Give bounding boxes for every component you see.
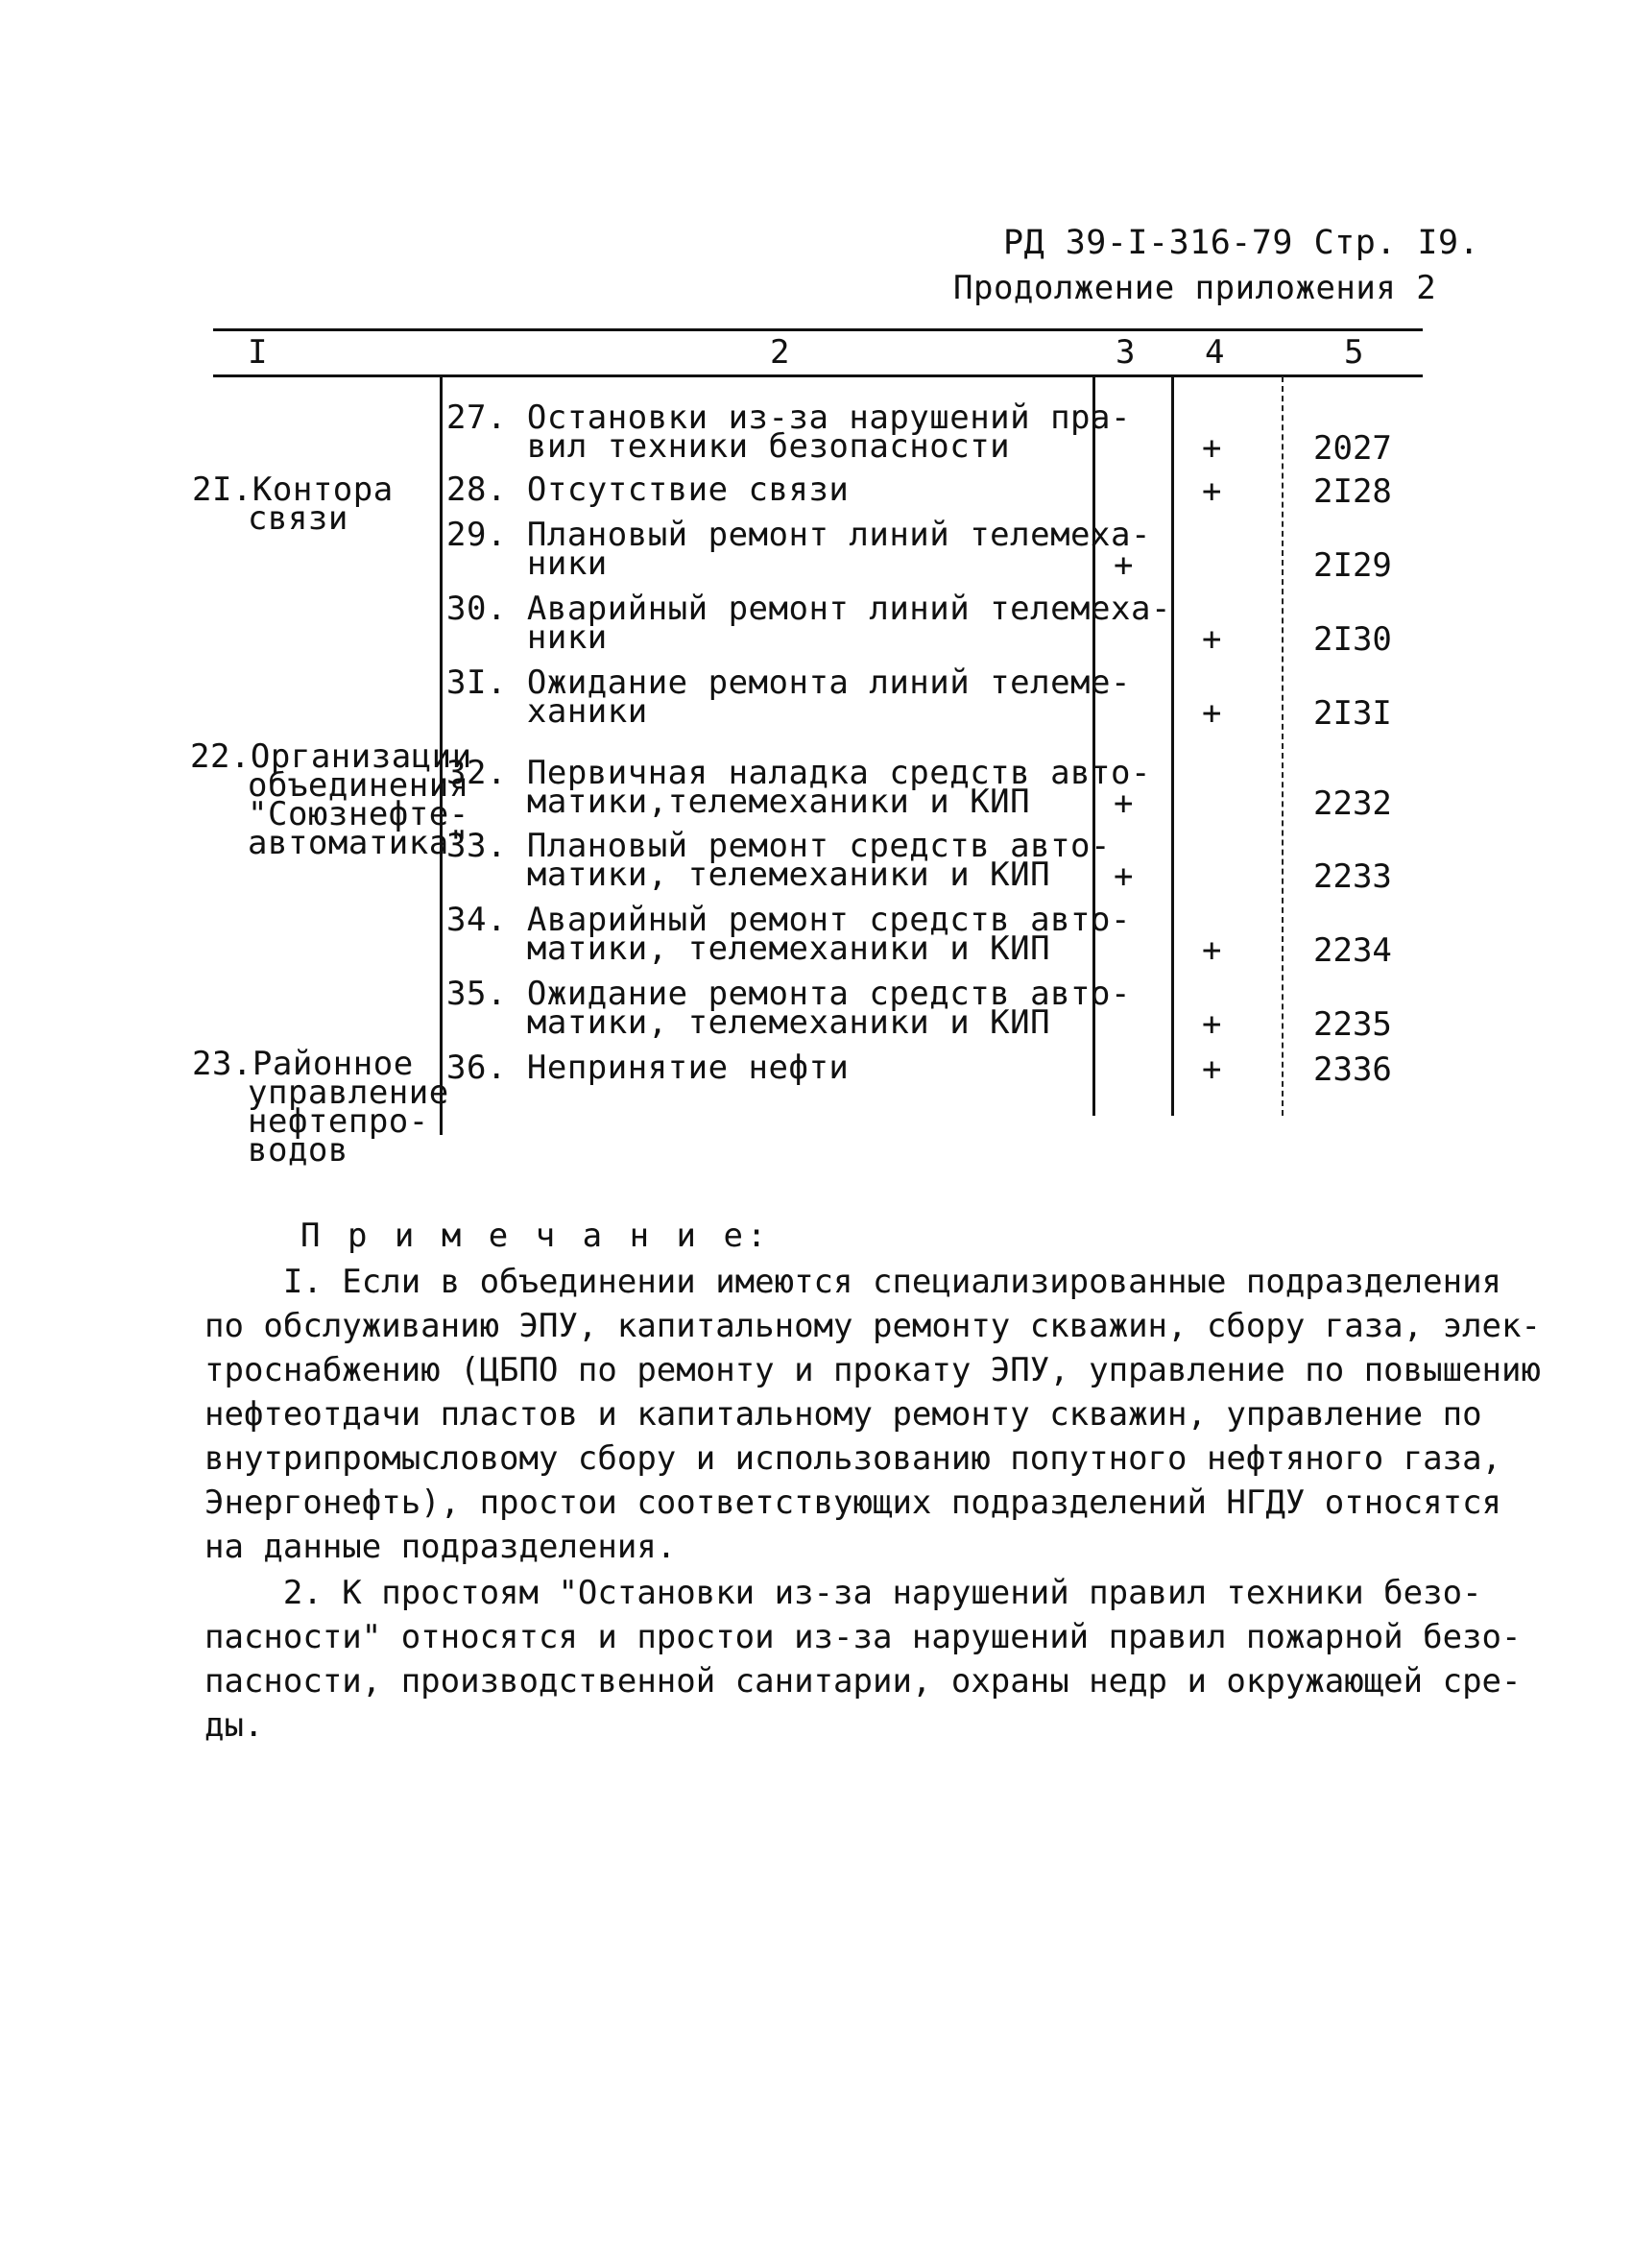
note-1-line: I. Если в объединении имеются специализированные подразделения xyxy=(204,1263,1502,1301)
note-2-line: пасности, производственной санитарии, охраны недр и окружающей сре- xyxy=(204,1662,1522,1701)
group-label-line: объединения xyxy=(248,766,469,805)
note-2-line: ды. xyxy=(204,1706,264,1745)
note-1-line: внутрипромысловому сбору и использованию попутного нефтяного газа, xyxy=(204,1439,1502,1478)
column-header-4: 4 xyxy=(1205,333,1225,372)
table-row-col4: + xyxy=(1202,620,1222,659)
table-row-description: матики,телемеханики и КИП xyxy=(446,783,1031,821)
table-row-description: 30. Аварийный ремонт линий телемеха- xyxy=(446,590,1171,628)
column-divider-3-4 xyxy=(1171,376,1174,1116)
table-row-col3: + xyxy=(1114,857,1134,896)
table-row-col4: + xyxy=(1202,472,1222,511)
table-row-description: ники xyxy=(446,544,608,583)
table-row-description: матики, телемеханики и КИП xyxy=(446,929,1051,968)
group-label-line: 2I.Контора xyxy=(192,470,394,509)
column-header-1: I xyxy=(248,333,268,372)
table-row-col4: + xyxy=(1202,1050,1222,1089)
group-label-line: управление xyxy=(248,1074,449,1112)
group-label-line: "Союзнефте- xyxy=(248,795,469,833)
column-header-3: 3 xyxy=(1116,333,1136,372)
group-label-line: 22.Организации xyxy=(190,737,472,776)
group-label-line: автоматика" xyxy=(248,824,469,862)
table-row-col3: + xyxy=(1114,784,1134,823)
table-row-col4: + xyxy=(1202,429,1222,468)
table-row-col4: + xyxy=(1202,694,1222,733)
column-divider-4-5 xyxy=(1282,376,1284,1116)
table-row-code: 2234 xyxy=(1313,931,1392,970)
note-1-line: Энергонефть), простои соответствующих подразделений НГДУ относятся xyxy=(204,1484,1502,1522)
note-1-line: на данные подразделения. xyxy=(204,1528,677,1566)
group-label-line: связи xyxy=(248,499,348,538)
group-label-line: нефтепро- xyxy=(248,1102,429,1141)
table-row-description: 27. Остановки из-за нарушений пра- xyxy=(446,398,1131,437)
group-label-line: 23.Районное xyxy=(192,1045,414,1083)
note-2-line: 2. К простоям "Остановки из-за нарушений правил техники безо- xyxy=(204,1574,1482,1612)
table-row-code: 2027 xyxy=(1313,429,1392,468)
table-row-description: вил техники безопасности xyxy=(446,427,1011,466)
table-row-code: 2235 xyxy=(1313,1005,1392,1044)
table-row-code: 2I3I xyxy=(1313,694,1392,733)
note-1-line: по обслуживанию ЭПУ, капитальному ремонту скважин, сбору газа, элек- xyxy=(204,1307,1541,1345)
appendix-continuation-title: Продолжение приложения 2 xyxy=(953,269,1437,307)
table-row-description: 33. Плановый ремонт средств авто- xyxy=(446,827,1112,865)
column-header-5: 5 xyxy=(1344,333,1364,372)
table-top-rule xyxy=(213,328,1423,331)
table-row-code: 2336 xyxy=(1313,1050,1392,1089)
table-row-code: 2233 xyxy=(1313,857,1392,896)
table-row-description: 36. Непринятие нефти xyxy=(446,1049,850,1087)
table-row-col3: + xyxy=(1114,546,1134,585)
table-row-description: матики, телемеханики и КИП xyxy=(446,1003,1051,1042)
table-row-description: 34. Аварийный ремонт средств авто- xyxy=(446,901,1131,939)
table-row-col4: + xyxy=(1202,931,1222,970)
table-header-rule xyxy=(213,374,1423,377)
table-row-description: ханики xyxy=(446,692,648,731)
table-row-code: 2I29 xyxy=(1313,546,1392,585)
note-2-line: пасности" относятся и простои из-за нарушений правил пожарной безо- xyxy=(204,1618,1522,1656)
column-header-2: 2 xyxy=(770,333,790,372)
table-row-description: 29. Плановый ремонт линий телемеха- xyxy=(446,516,1151,554)
table-row-description: 28. Отсутствие связи xyxy=(446,470,850,509)
table-row-description: 32. Первичная наладка средств авто- xyxy=(446,754,1151,792)
document-reference: РД 39-I-316-79 Стр. I9. xyxy=(1003,224,1480,262)
group-label-line: водов xyxy=(248,1131,348,1170)
table-row-description: 35. Ожидание ремонта средств авто- xyxy=(446,975,1131,1013)
table-row-code: 2I28 xyxy=(1313,472,1392,511)
table-row-description: 3I. Ожидание ремонта линий телеме- xyxy=(446,664,1131,702)
table-row-col4: + xyxy=(1202,1005,1222,1044)
table-row-description: ники xyxy=(446,618,608,657)
note-1-line: нефтеотдачи пластов и капитальному ремонту скважин, управление по xyxy=(204,1395,1482,1434)
table-row-code: 2I30 xyxy=(1313,620,1392,659)
table-row-code: 2232 xyxy=(1313,784,1392,823)
note-1-line: троснабжению (ЦБПО по ремонту и прокату ЭПУ, управление по повышению xyxy=(204,1351,1541,1389)
table-row-description: матики, телемеханики и КИП xyxy=(446,856,1051,894)
notes-heading: П р и м е ч а н и е: xyxy=(300,1217,771,1255)
